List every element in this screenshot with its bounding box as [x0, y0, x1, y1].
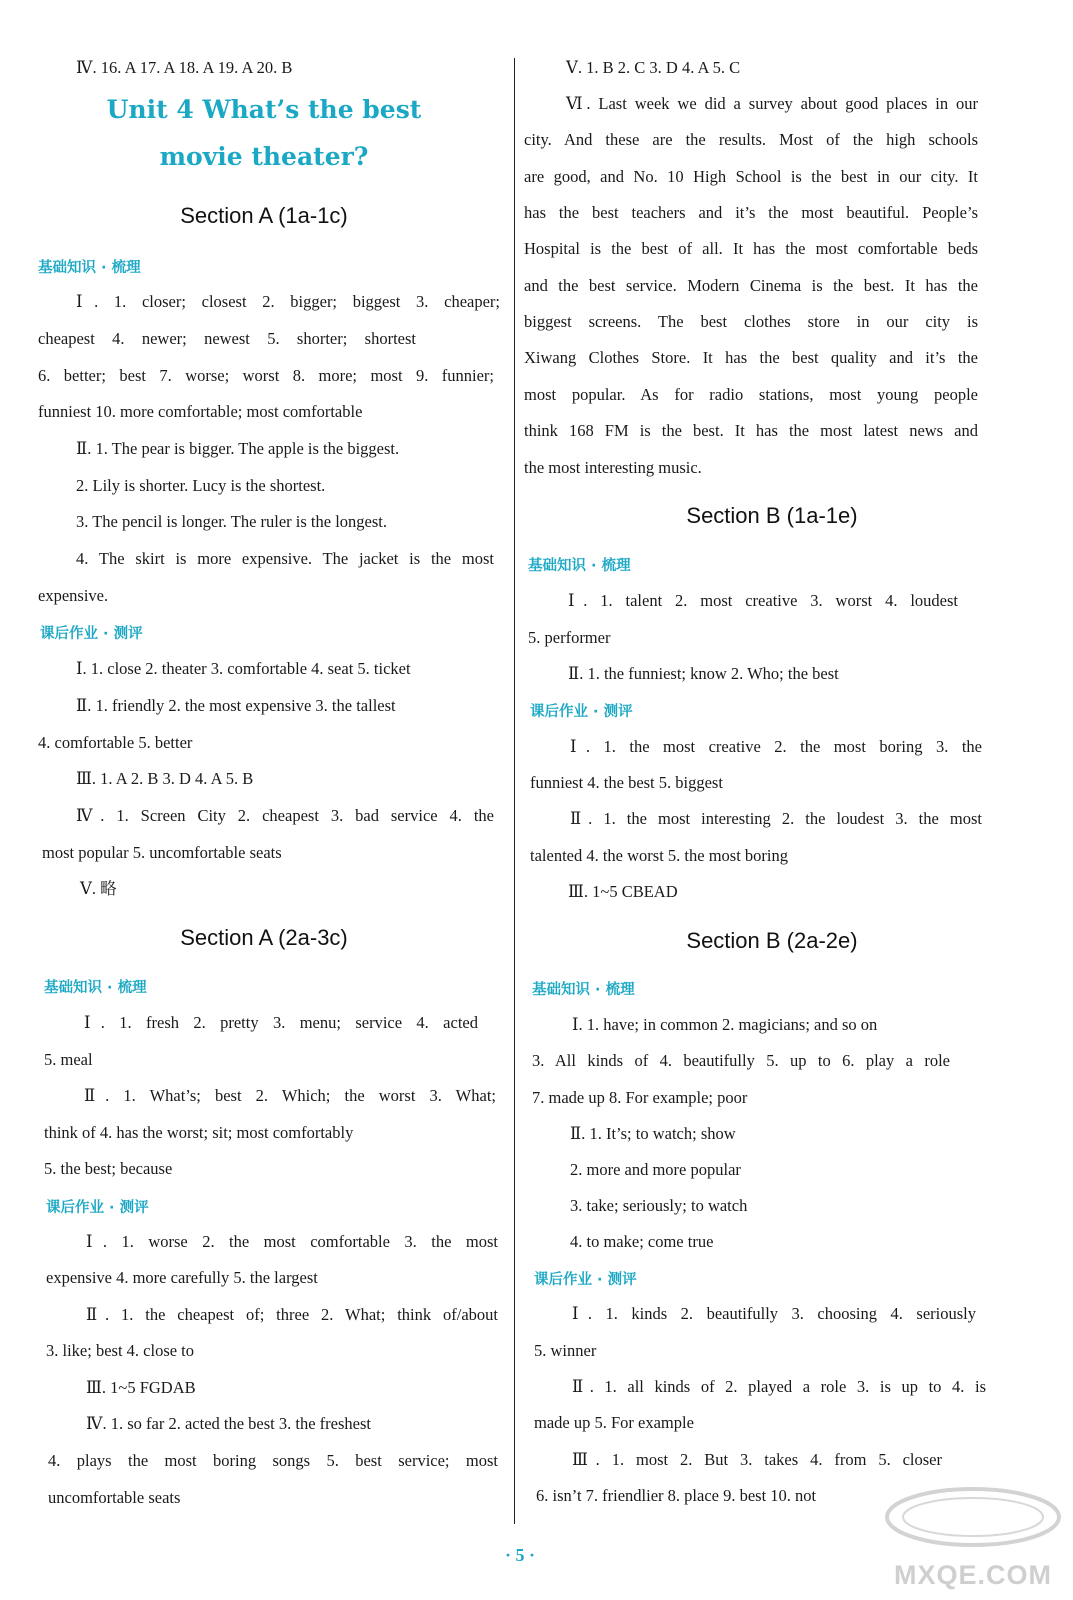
- essay-line: Xiwang Clothes Store. It has the best quality and it’s the: [524, 348, 978, 367]
- answer-line: Ⅰ. 1. the most creative 2. the most boring 3. the: [570, 737, 982, 756]
- basic-knowledge-label: 基础知识 · 梳理: [532, 982, 635, 998]
- answer-line: 4. plays the most boring songs 5. best service; most: [48, 1451, 498, 1470]
- answer-line: 5. the best; because: [44, 1159, 173, 1178]
- answer-line: funniest 10. more comfortable; most comfortable: [38, 402, 363, 421]
- answer-line: talented 4. the worst 5. the most boring: [530, 846, 788, 865]
- essay-line: has the best teachers and it’s the most beautiful. People’s: [524, 203, 978, 222]
- answer-line: Ⅰ. 1. talent 2. most creative 3. worst 4. loudest: [568, 591, 958, 610]
- answer-line: Ⅲ. 1~5 CBEAD: [568, 882, 678, 901]
- basic-knowledge-label: 基础知识 · 梳理: [38, 260, 141, 276]
- answer-line: 2. more and more popular: [570, 1160, 741, 1179]
- answer-line: 5. winner: [534, 1341, 597, 1360]
- answer-line: funniest 4. the best 5. biggest: [530, 773, 723, 792]
- watermark-logo-icon: [878, 1483, 1068, 1551]
- right-top-answers: Ⅴ. 1. B 2. C 3. D 4. A 5. C: [566, 58, 741, 77]
- homework-label: 课后作业 · 测评: [46, 1200, 149, 1216]
- basic-knowledge-label: 基础知识 · 梳理: [44, 980, 147, 996]
- answer-line: Ⅲ. 1. most 2. But 3. takes 4. from 5. closer: [572, 1450, 942, 1469]
- section-title-b2: Section B (2a-2e): [686, 928, 858, 953]
- answer-line: Ⅱ. 1. The pear is bigger. The apple is the biggest.: [76, 439, 400, 458]
- answer-line: Ⅰ. 1. fresh 2. pretty 3. menu; service 4. acted: [84, 1013, 478, 1032]
- answer-line: Ⅰ. 1. closer; closest 2. bigger; biggest 3. cheaper;: [76, 292, 500, 311]
- answer-line: cheapest 4. newer; newest 5. shorter; shortest: [38, 329, 416, 348]
- answer-line: expensive 4. more carefully 5. the largest: [46, 1268, 318, 1287]
- essay-line: are good, and No. 10 High School is the best in our city. It: [524, 167, 978, 186]
- answer-line: think of 4. has the worst; sit; most comfortably: [44, 1123, 354, 1142]
- answer-line: Ⅰ. 1. worse 2. the most comfortable 3. the most: [86, 1232, 498, 1251]
- homework-label: 课后作业 · 测评: [40, 626, 143, 642]
- essay-line: city. And these are the results. Most of the high schools: [524, 130, 978, 149]
- watermark-text: MXQE.COM: [893, 1560, 1052, 1590]
- unit-title-line1: Unit 4 What’s the best: [106, 95, 422, 124]
- answer-line: Ⅱ. 1. the funniest; know 2. Who; the best: [568, 664, 839, 683]
- unit-title-line2: movie theater?: [159, 142, 369, 171]
- answer-line: made up 5. For example: [534, 1413, 694, 1432]
- left-top-answers: Ⅳ. 16. A 17. A 18. A 19. A 20. B: [76, 58, 293, 77]
- answer-line: Ⅰ. 1. have; in common 2. magicians; and so on: [572, 1015, 878, 1034]
- answer-line: Ⅳ. 1. Screen City 2. cheapest 3. bad service 4. the: [76, 806, 494, 825]
- answer-line: Ⅲ. 1~5 FGDAB: [86, 1378, 196, 1397]
- answer-line: Ⅱ. 1. the cheapest of; three 2. What; think of/about: [86, 1305, 498, 1324]
- essay-line: Ⅵ. Last week we did a survey about good places in our: [566, 94, 978, 113]
- answer-line: 5. meal: [44, 1050, 93, 1069]
- site-watermark: [878, 1483, 1068, 1593]
- answer-line: Ⅱ. 1. It’s; to watch; show: [570, 1124, 736, 1143]
- column-divider: [514, 58, 515, 1524]
- answer-line: most popular 5. uncomfortable seats: [42, 843, 282, 862]
- answer-line: Ⅰ. 1. close 2. theater 3. comfortable 4. seat 5. ticket: [76, 659, 411, 678]
- section-title-a2: Section A (2a-3c): [180, 925, 348, 950]
- section-title-b1: Section B (1a-1e): [686, 503, 858, 528]
- essay-line: and the best service. Modern Cinema is the best. It has the: [524, 276, 978, 295]
- answer-line: 4. to make; come true: [570, 1232, 714, 1251]
- answer-line: Ⅴ. 略: [80, 879, 117, 898]
- essay-line: think 168 FM is the best. It has the most latest news and: [524, 421, 978, 440]
- answer-line: 3. The pencil is longer. The ruler is the longest.: [76, 512, 387, 531]
- answer-line: expensive.: [38, 586, 109, 605]
- answer-line: 3. take; seriously; to watch: [570, 1196, 748, 1215]
- answer-line: Ⅱ. 1. friendly 2. the most expensive 3. the tallest: [76, 696, 396, 715]
- answer-line: Ⅳ. 1. so far 2. acted the best 3. the freshest: [86, 1414, 371, 1433]
- essay-line: the most interesting music.: [524, 458, 702, 477]
- homework-label: 课后作业 · 测评: [534, 1272, 637, 1288]
- answer-line: 3. All kinds of 4. beautifully 5. up to 6. play a role: [532, 1051, 950, 1070]
- answer-line: 7. made up 8. For example; poor: [532, 1088, 748, 1107]
- basic-knowledge-label: 基础知识 · 梳理: [528, 558, 631, 574]
- answer-line: Ⅲ. 1. A 2. B 3. D 4. A 5. B: [76, 769, 254, 788]
- page-number: · 5 ·: [504, 1545, 535, 1565]
- essay-line: most popular. As for radio stations, most young people: [524, 385, 978, 404]
- answer-line: 3. like; best 4. close to: [46, 1341, 195, 1360]
- answer-line: 6. better; best 7. worse; worst 8. more; most 9. funnier;: [38, 366, 494, 385]
- answer-line: 4. comfortable 5. better: [38, 733, 193, 752]
- answer-line: 5. performer: [528, 628, 611, 647]
- answer-line: Ⅱ. 1. What’s; best 2. Which; the worst 3. What;: [84, 1086, 496, 1105]
- homework-label: 课后作业 · 测评: [530, 704, 633, 720]
- answer-line: Ⅰ. 1. kinds 2. beautifully 3. choosing 4. seriously: [572, 1304, 976, 1323]
- answer-line: 6. isn’t 7. friendlier 8. place 9. best 10. not: [536, 1486, 817, 1505]
- answer-line: 2. Lily is shorter. Lucy is the shortest.: [76, 476, 326, 495]
- answer-line: 4. The skirt is more expensive. The jacket is the most: [76, 549, 494, 568]
- answer-line: uncomfortable seats: [48, 1488, 181, 1507]
- answer-line: Ⅱ. 1. the most interesting 2. the loudest 3. the most: [570, 809, 982, 828]
- section-title-a1: Section A (1a-1c): [180, 203, 348, 228]
- essay-line: Hospital is the best of all. It has the most comfortable beds: [524, 239, 978, 258]
- essay-line: biggest screens. The best clothes store in our city is: [524, 312, 978, 331]
- answer-line: Ⅱ. 1. all kinds of 2. played a role 3. is up to 4. is: [572, 1377, 986, 1396]
